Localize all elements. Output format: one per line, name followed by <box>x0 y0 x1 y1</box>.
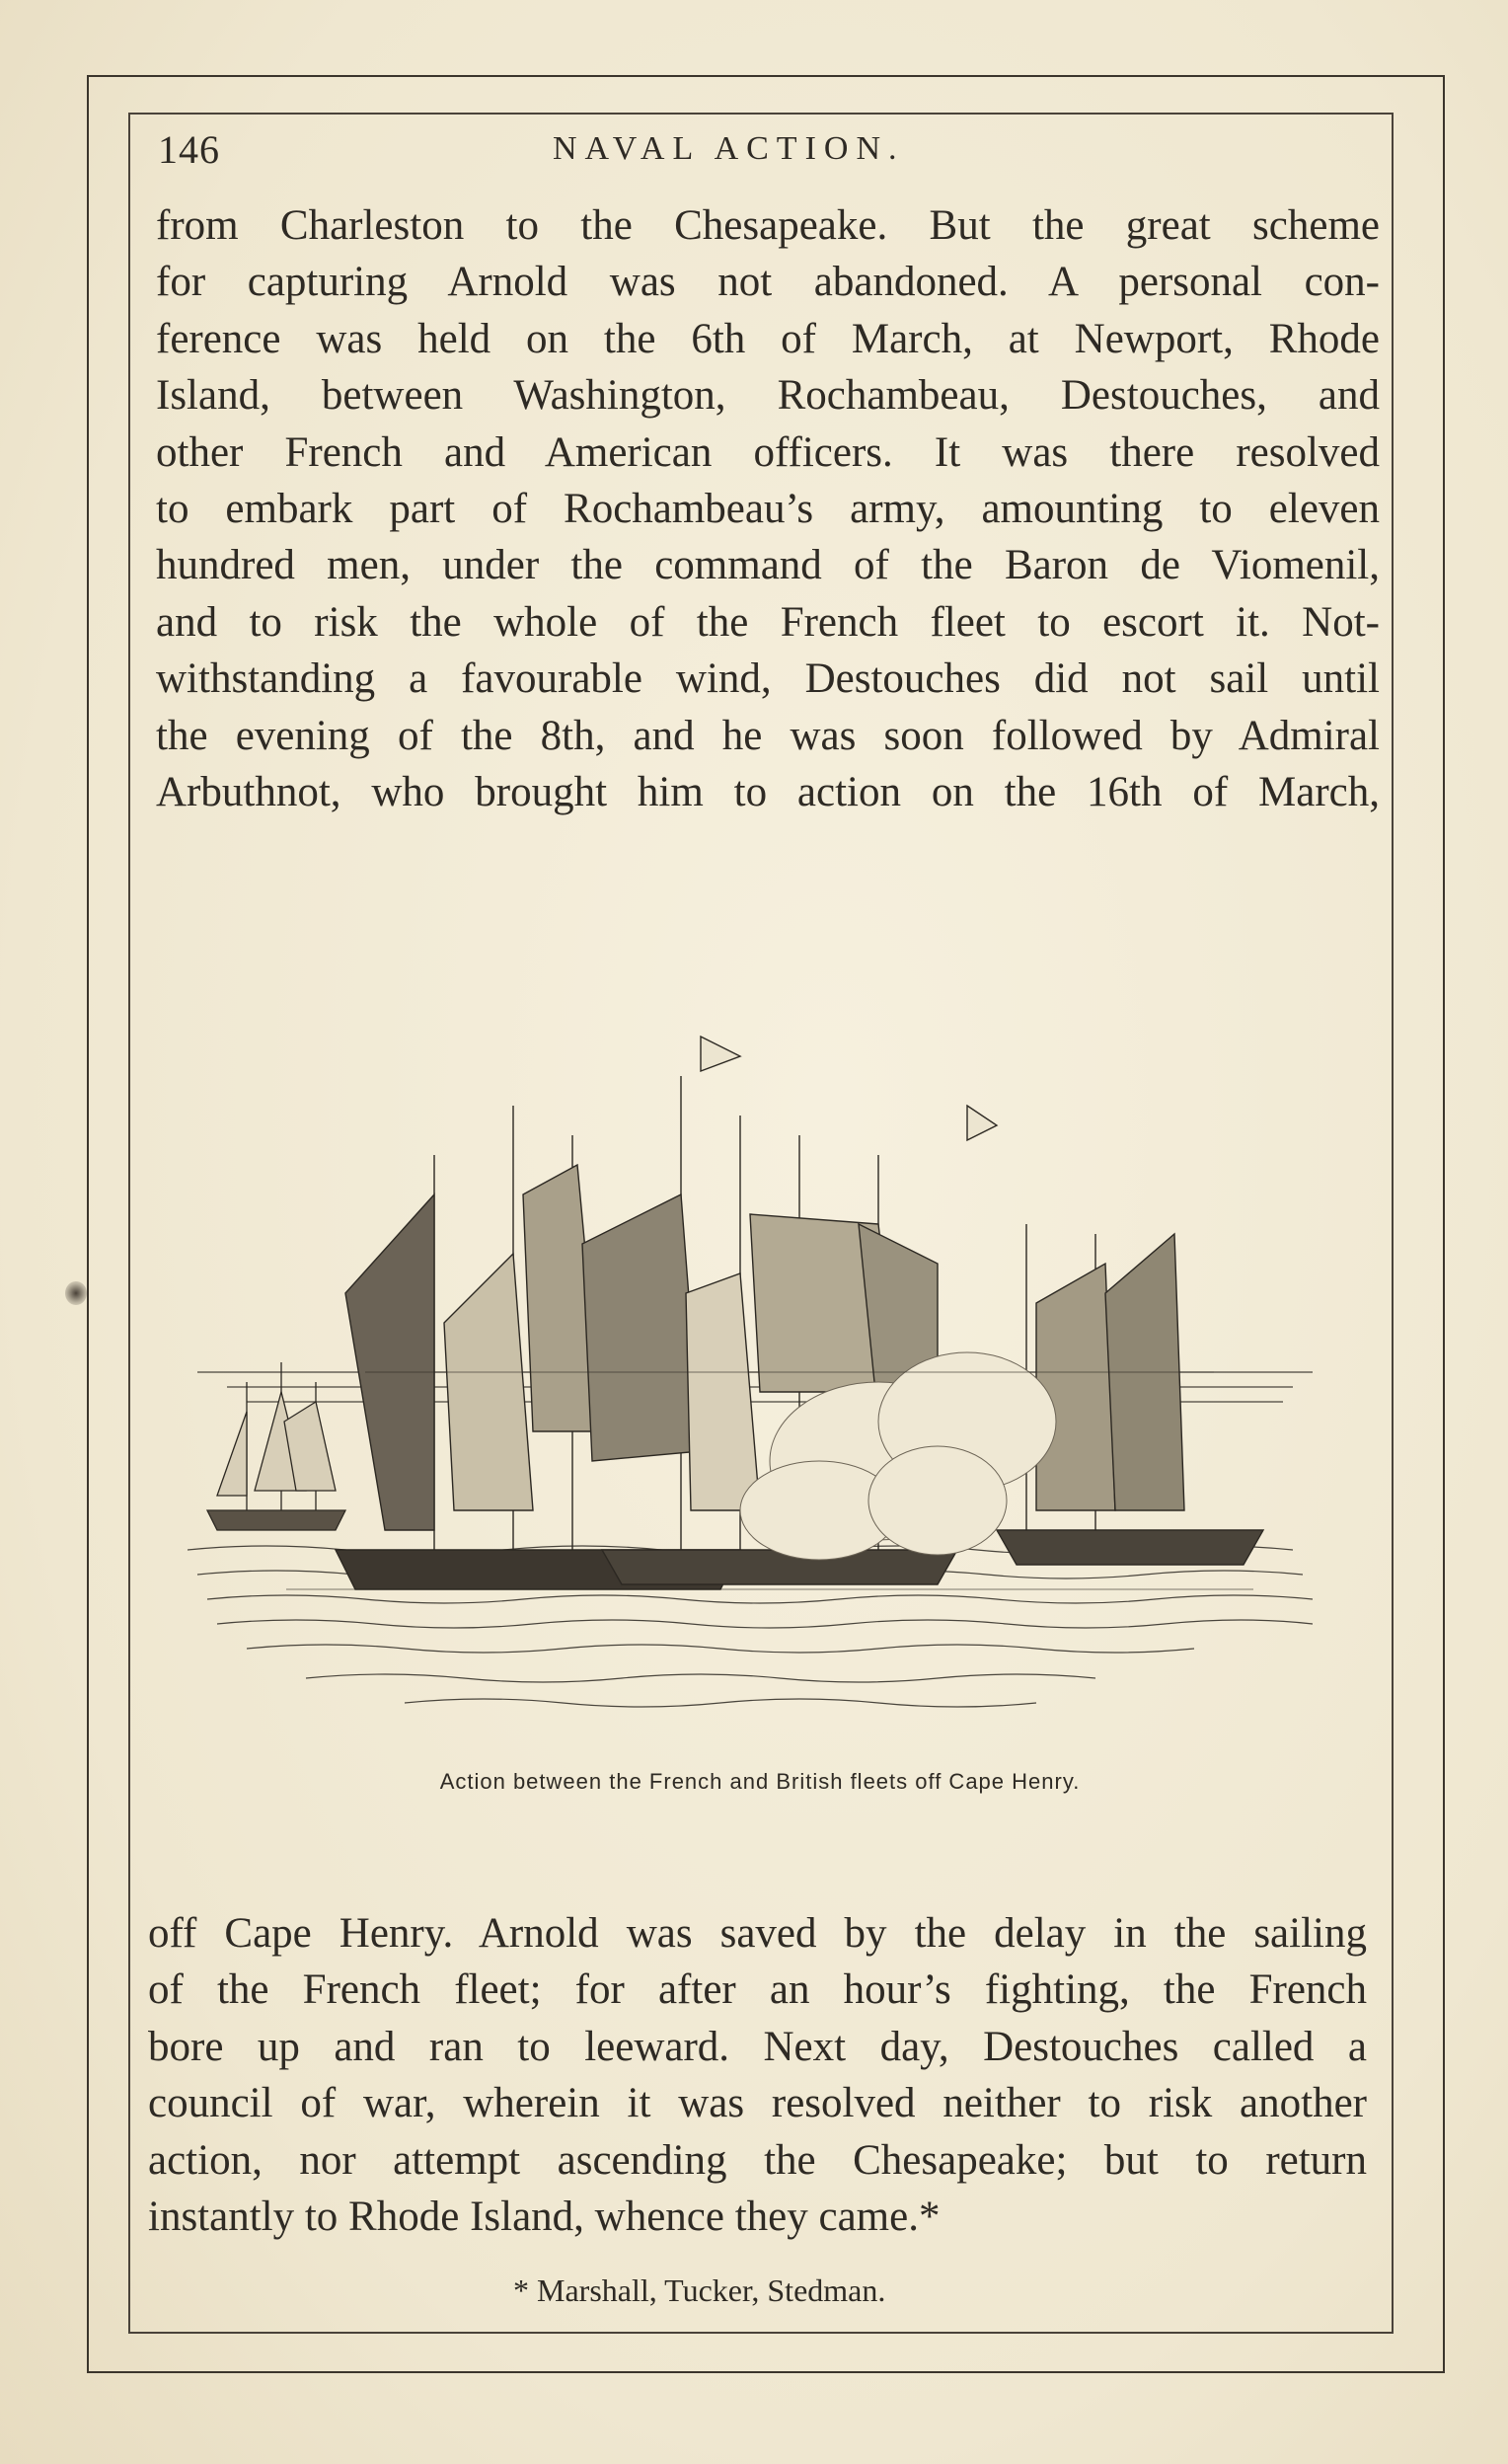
body-text-top <box>156 197 1380 820</box>
body-text-bottom <box>148 1905 1367 2245</box>
ink-smudge <box>65 1281 87 1305</box>
text-line: action, nor attempt ascending the Chesapeake; but to return <box>148 2136 1367 2184</box>
text-line: bore up and ran to leeward. Next day, Destouches called a <box>148 2023 1367 2070</box>
text-line: the evening of the 8th, and he was soon followed by Admiral <box>156 712 1380 759</box>
text-line: and to risk the whole of the French fleet to escort it. Not- <box>156 598 1380 646</box>
running-head: NAVAL ACTION. <box>553 130 905 167</box>
text-line: Arbuthnot, who brought him to action on the 16th of March, <box>156 769 1380 816</box>
text-line: to embark part of Rochambeau’s army, amounting to eleven <box>156 486 1380 533</box>
text-line: instantly to Rhode Island, whence they came.* <box>148 2194 941 2241</box>
engraving-naval-battle <box>188 997 1332 1767</box>
footnote: * Marshall, Tucker, Stedman. <box>513 2272 886 2308</box>
text-line: for capturing Arnold was not abandoned. A personal con- <box>156 259 1380 306</box>
text-line: other French and American officers. It was there resolved <box>156 428 1380 476</box>
text-line: from Charleston to the Chesapeake. But the great scheme <box>156 202 1380 249</box>
text-line: withstanding a favourable wind, Destouches did not sail until <box>156 655 1380 703</box>
page-number: 146 <box>158 127 220 172</box>
figure-caption: Action between the French and British fleets off Cape Henry. <box>439 1769 1081 1794</box>
text-line: council of war, wherein it was resolved neither to risk another <box>148 2080 1367 2127</box>
text-line: ference was held on the 6th of March, at Newport, Rhode <box>156 315 1380 362</box>
text-line: of the French fleet; for after an hour’s fighting, the French <box>148 1966 1367 2014</box>
text-line: off Cape Henry. Arnold was saved by the delay in the sailing <box>148 1910 1367 1957</box>
text-line: Island, between Washington, Rochambeau, Destouches, and <box>156 372 1380 420</box>
text-line: hundred men, under the command of the Baron de Viomenil, <box>156 542 1380 589</box>
